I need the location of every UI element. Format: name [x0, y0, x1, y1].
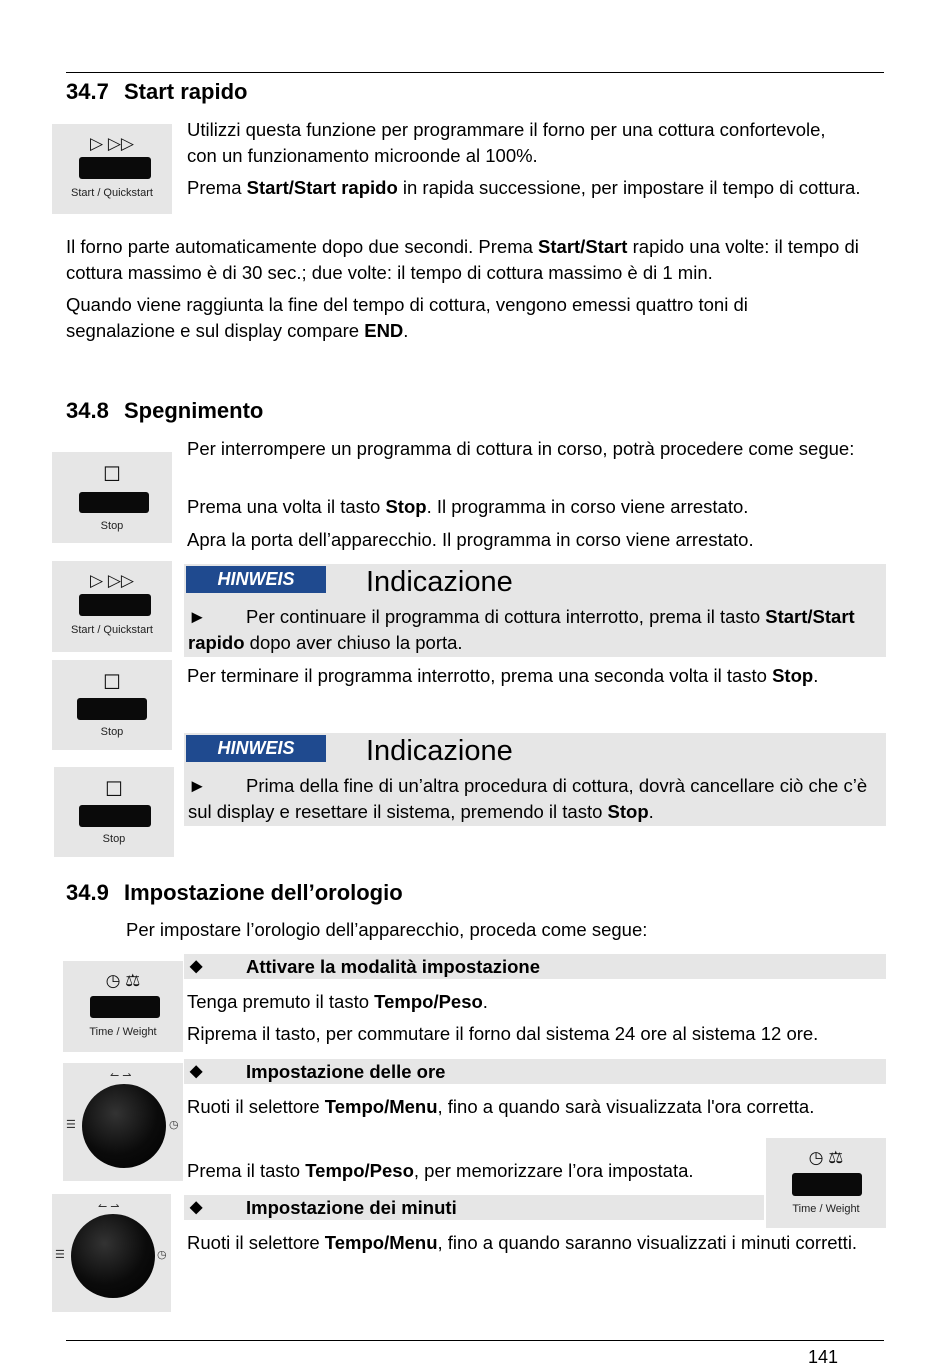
step-title: Impostazione dei minuti — [246, 1197, 457, 1218]
paragraph — [66, 234, 876, 286]
section-title: Spegnimento — [124, 398, 264, 423]
play-icons: ▷ ▷▷ — [90, 571, 134, 590]
diamond-icon: ◆ — [190, 1063, 203, 1080]
step-heading — [184, 1195, 764, 1220]
stop-button-label: Stop — [102, 833, 126, 845]
step-title: Attivare la modalità impostazione — [246, 956, 541, 977]
section-heading-34-7 — [66, 79, 247, 105]
start-button-label: Start / Quickstart — [71, 187, 153, 199]
text: dopo aver chiuso la porta. — [244, 632, 463, 653]
paragraph — [66, 292, 846, 344]
step-heading — [184, 954, 886, 979]
intro-paragraph: Per impostare l’orologio dell’apparecchio, proceda come segue: — [126, 919, 648, 940]
bold-text: Start/Start — [538, 236, 628, 257]
rotate-arrows-icon: ↼ ⇀ — [110, 1070, 132, 1082]
section-number: 34.9 — [66, 880, 109, 905]
time-weight-button-bar — [792, 1173, 862, 1196]
stop-button-panel — [52, 452, 172, 543]
top-rule — [66, 72, 884, 73]
paragraph: Riprema il tasto, per commutare il forno dal sistema 24 ore al sistema 12 ore. — [187, 1023, 819, 1044]
text: , fino a quando sarà visualizzata l'ora corretta. — [437, 1096, 815, 1117]
text: in rapida successione, per impostare il tempo di cottura. — [397, 177, 861, 198]
start-quickstart-button-panel — [52, 124, 172, 214]
text: . — [813, 665, 819, 686]
bold-text: Tempo/Menu — [324, 1096, 438, 1117]
arrow-icon: ► — [188, 606, 207, 627]
bold-text: Start/Start rapido — [188, 606, 855, 653]
time-menu-dial-panel — [52, 1194, 171, 1312]
hint-badge: HINWEIS — [186, 735, 326, 762]
paragraph — [187, 1094, 887, 1120]
start-button-bar — [79, 594, 151, 616]
stop-button-label: Stop — [100, 520, 124, 532]
hint-text — [188, 773, 878, 825]
stop-icon: ☐ — [103, 464, 121, 486]
hint-text — [188, 604, 878, 656]
stop-button-label: Stop — [100, 726, 124, 738]
clock-weight-icons: ◷ ⚖ — [105, 971, 141, 990]
text: Ruoti il selettore — [187, 1096, 325, 1117]
play-icons: ▷ ▷▷ — [90, 134, 134, 153]
clock-weight-icons: ◷ ⚖ — [808, 1148, 844, 1167]
text: . — [648, 801, 654, 822]
time-weight-button-label: Time / Weight — [792, 1203, 860, 1215]
text: Prima della fine di un’altra procedura di cottura, dovrà cancellare ciò che c’è sul display e resettare il sistema, premendo il tasto — [188, 775, 868, 822]
section-heading-34-9 — [66, 880, 403, 906]
clock-icon: ◷ — [157, 1249, 167, 1261]
paragraph — [187, 494, 877, 520]
step-heading — [184, 1059, 886, 1084]
text: Prema il tasto — [187, 1160, 306, 1181]
text: , per memorizzare l’ora impostata. — [413, 1160, 694, 1181]
paragraph — [187, 663, 887, 689]
stop-button-panel — [54, 767, 174, 857]
paragraph: Per interrompere un programma di cottura in corso, potrà procedere come segue: — [187, 438, 855, 459]
hint-title: Indicazione — [366, 735, 513, 767]
diamond-icon: ◆ — [190, 958, 203, 975]
arrow-icon: ► — [188, 775, 207, 796]
list-icon: ☰ — [66, 1119, 76, 1131]
start-quickstart-button-panel — [52, 561, 172, 652]
paragraph — [187, 1158, 757, 1184]
time-weight-button-panel — [63, 961, 183, 1052]
text: rapido una volte: il tempo di cottura massimo è di 30 sec.; due volte: il tempo di cottura massimo è di 1 min. — [66, 236, 859, 283]
paragraph — [187, 175, 877, 201]
text: . — [482, 991, 488, 1012]
time-menu-dial — [71, 1214, 155, 1298]
text: Prema — [187, 177, 247, 198]
clock-icon: ◷ — [169, 1119, 179, 1131]
paragraph: Apra la porta dell’apparecchio. Il programma in corso viene arrestato. — [187, 529, 754, 550]
bold-text: Tempo/Peso — [374, 991, 483, 1012]
text: Per continuare il programma di cottura interrotto, prema il tasto — [246, 606, 766, 627]
step-title: Impostazione delle ore — [246, 1061, 446, 1082]
section-title: Impostazione dell’orologio — [124, 880, 403, 905]
stop-button-panel — [52, 660, 172, 750]
hint-badge: HINWEIS — [186, 566, 326, 593]
time-weight-button-panel — [766, 1138, 886, 1228]
text: Ruoti il selettore — [187, 1232, 325, 1253]
bold-text: Stop — [385, 496, 427, 517]
text: . Il programma in corso viene arrestato. — [426, 496, 749, 517]
text: Quando viene raggiunta la fine del tempo di cottura, vengono emessi quattro toni di segnalazione e sul display compare — [66, 294, 748, 341]
time-weight-button-bar — [90, 996, 160, 1018]
bold-text: Stop — [607, 801, 649, 822]
time-menu-dial-panel — [63, 1063, 183, 1181]
text: Tenga premuto il tasto — [187, 991, 375, 1012]
bold-text: Stop — [772, 665, 814, 686]
paragraph — [187, 1230, 877, 1256]
hint-box — [184, 733, 886, 826]
stop-icon: ☐ — [103, 672, 121, 694]
bold-text: END — [364, 320, 404, 341]
section-number: 34.7 — [66, 79, 109, 104]
section-number: 34.8 — [66, 398, 109, 423]
text: Per terminare il programma interrotto, prema una seconda volta il tasto — [187, 665, 773, 686]
text: Prema una volta il tasto — [187, 496, 386, 517]
rotate-arrows-icon: ↼ ⇀ — [98, 1201, 120, 1213]
start-button-bar — [79, 157, 151, 179]
stop-button-bar — [79, 492, 149, 513]
section-heading-34-8 — [66, 398, 263, 424]
hint-title: Indicazione — [366, 566, 513, 598]
text: , fino a quando saranno visualizzati i minuti corretti. — [437, 1232, 858, 1253]
hint-box — [184, 564, 886, 657]
bottom-rule — [66, 1340, 884, 1341]
time-menu-dial — [82, 1084, 166, 1168]
stop-icon: ☐ — [105, 779, 123, 801]
start-button-label: Start / Quickstart — [71, 624, 153, 636]
bold-text: Tempo/Peso — [305, 1160, 414, 1181]
time-weight-button-label: Time / Weight — [89, 1026, 157, 1038]
list-icon: ☰ — [55, 1249, 65, 1261]
paragraph: Utilizzi questa funzione per programmare il forno per una cottura confortevole, con un funzionamento microonde al 100%. — [187, 119, 826, 166]
bold-text: Tempo/Menu — [324, 1232, 438, 1253]
paragraph — [187, 989, 877, 1015]
diamond-icon: ◆ — [190, 1199, 203, 1216]
page-number: 141 — [808, 1347, 839, 1367]
bold-text: Start/Start rapido — [246, 177, 398, 198]
section-title: Start rapido — [124, 79, 248, 104]
text: Il forno parte automaticamente dopo due secondi. Prema — [66, 236, 539, 257]
text: . — [403, 320, 409, 341]
stop-button-bar — [79, 805, 151, 827]
stop-button-bar — [77, 698, 147, 720]
